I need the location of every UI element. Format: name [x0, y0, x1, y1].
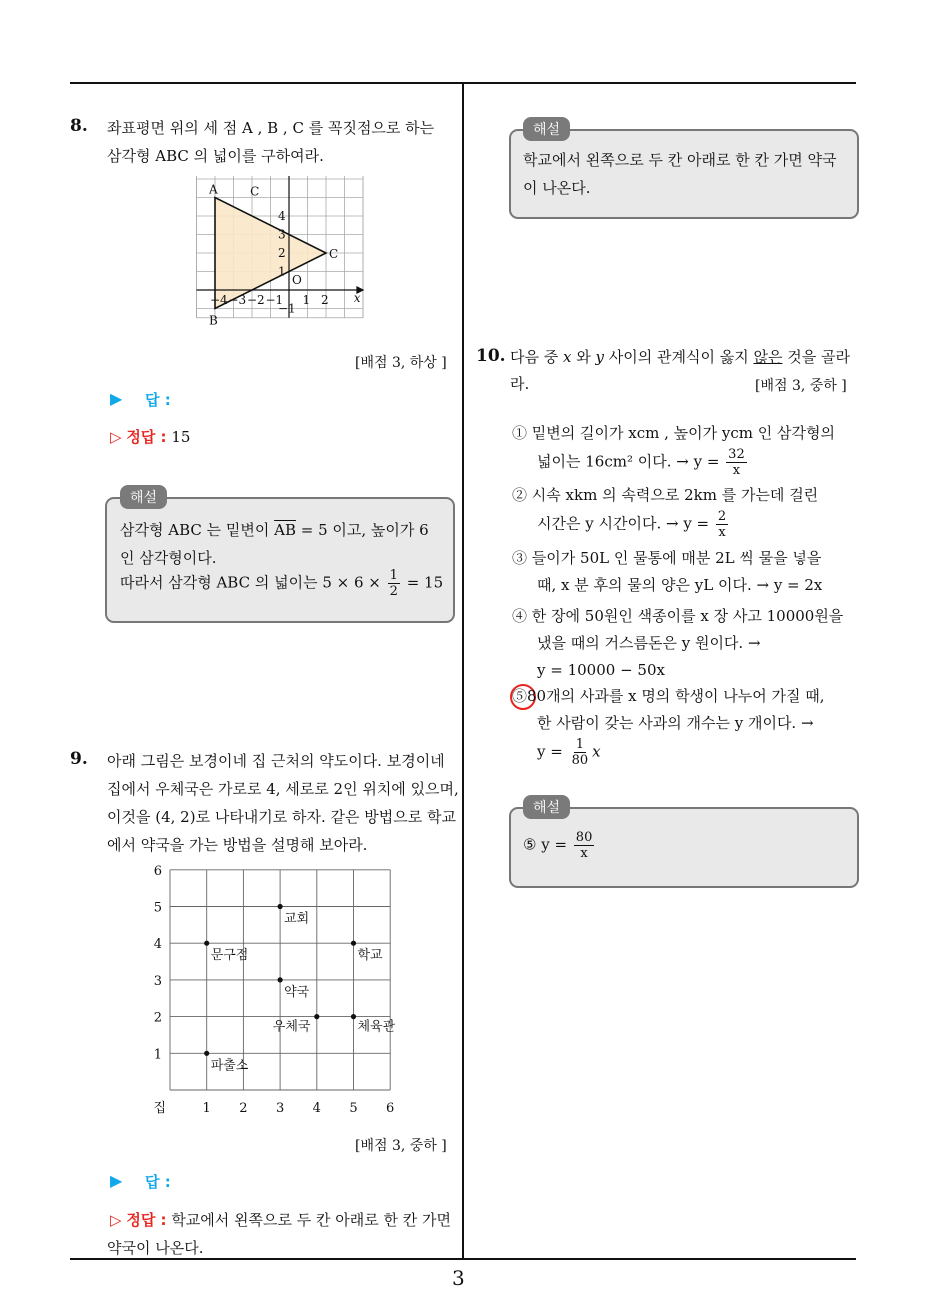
x-tick-label: −2 — [247, 293, 265, 307]
place-dot — [351, 1014, 356, 1019]
q9-map-grid — [150, 860, 410, 1115]
answer-arrow-icon: ▶ — [110, 1171, 123, 1190]
x-tick-label: −3 — [228, 293, 247, 307]
y-tick-label: 5 — [153, 900, 162, 916]
q10-line2: 라. — [510, 375, 530, 393]
place-label: 학교 — [357, 948, 383, 964]
y-tick-label: 1 — [278, 264, 286, 279]
label-c-top: C — [250, 184, 260, 199]
x-tick-label: −4 — [210, 293, 228, 307]
place-label: 약국 — [284, 984, 310, 1000]
q9-answer-label: 답 : — [145, 1173, 171, 1191]
q9-line3: 이것을 (4, 2)로 나타내기로 하자. 같은 방법으로 학교 — [107, 808, 457, 826]
origin-label-home: 집 — [153, 1101, 166, 1115]
q8-answer-label: 답 : — [145, 391, 171, 409]
place-dot — [351, 941, 356, 946]
q9-score: [배점 3, 중하 ] — [355, 1138, 447, 1154]
page-number: 3 — [452, 1266, 465, 1290]
y-tick-label: 2 — [153, 1010, 162, 1026]
x-tick-label: 2 — [321, 293, 329, 307]
y-tick-label: 2 — [278, 246, 286, 260]
y-tick-label: 3 — [153, 973, 162, 989]
x-tick-label: 4 — [312, 1101, 321, 1115]
x-tick-label: 2 — [239, 1101, 248, 1115]
place-label: 교회 — [284, 911, 310, 927]
y-tick-label: 4 — [278, 209, 286, 223]
y-tick-label: 6 — [153, 863, 162, 879]
q9-number: 9. — [70, 749, 88, 769]
q9-explain-line2: 이 나온다. — [523, 179, 591, 197]
q8-correct — [110, 426, 190, 447]
q9-explain-tag: 해설 — [523, 117, 570, 141]
place-dot — [204, 1051, 209, 1056]
q9-line4: 에서 약국을 가는 방법을 설명해 보아라. — [107, 836, 368, 854]
q8-explain-line1: 삼각형 ABC 는 밑변이 $\overline{AB} = 5$ 이고, 높이가 6 — [120, 521, 429, 539]
place-label: 문구점 — [210, 948, 249, 964]
q9-correct-line2: 약국이 나온다. — [107, 1239, 204, 1257]
correct-triangle-icon: ▷ — [110, 1211, 122, 1229]
place-label: 체육관 — [357, 1019, 396, 1035]
answer-arrow-icon: ▶ — [110, 389, 123, 408]
point-label-c: C — [329, 247, 339, 261]
y-tick-label: 4 — [153, 937, 162, 953]
q10-option-3[interactable]: ③ 들이가 50L 인 물통에 매분 2L 씩 물을 넣을 때, x 분 후의 물의 양은 yL 이다. → y = 2x — [512, 549, 823, 594]
x-axis-label: x — [353, 291, 361, 305]
x-tick-label: 1 — [302, 293, 311, 307]
place-dot — [278, 977, 283, 982]
point-label-a: A — [209, 182, 218, 197]
q8-correct-label: 정답 : — [126, 428, 167, 446]
q8-number: 8. — [70, 116, 88, 136]
x-tick-label: 6 — [386, 1101, 395, 1115]
q8-coordinate-graph — [195, 176, 365, 326]
place-label: 우체국 — [272, 1019, 311, 1035]
q9-correct-line1: 학교에서 왼쪽으로 두 칸 아래로 한 칸 가면 — [171, 1211, 452, 1229]
q9-explain-line1: 학교에서 왼쪽으로 두 칸 아래로 한 칸 가면 약국 — [523, 151, 837, 169]
q10-option-2[interactable]: ② 시속 xkm 의 속력으로 2km 를 가는데 걸린 시간은 y 시간이다. → y = $\frac{2}{x}$ — [512, 486, 819, 540]
y-tick-label: −1 — [278, 301, 296, 316]
place-label: 파출소 — [210, 1058, 249, 1074]
q10-score: [배점 3, 중하 ] — [755, 378, 847, 394]
q9-correct — [110, 1206, 451, 1234]
place-dot — [204, 941, 209, 946]
q9-line1: 아래 그림은 보경이네 집 근처의 약도이다. 보경이네 — [107, 752, 445, 770]
q8-explain-line3: 따라서 삼각형 ABC 의 넓이는 5 × 6 × $\frac{1}{2}$ = 15 — [120, 568, 444, 599]
q9-correct-label: 정답 : — [126, 1211, 167, 1229]
place-dot — [278, 904, 283, 909]
place-dot — [314, 1014, 319, 1019]
x-tick-label: 3 — [275, 1101, 285, 1115]
q10-option-1[interactable]: ① 밑변의 길이가 xcm , 높이가 ycm 인 삼각형의 넓이는 16cm² 이다. → y = $\frac{32}{x}$ — [512, 424, 835, 478]
q8-score: [배점 3, 하상 ] — [355, 355, 447, 371]
origin-label: O — [292, 273, 302, 287]
q8-line2: 삼각형 ABC 의 넓이를 구하여라. — [107, 147, 324, 165]
q9-line2: 집에서 우체국은 가로로 4, 세로로 2인 위치에 있으며, — [107, 780, 459, 798]
point-label-b: B — [209, 313, 218, 326]
q10-number: 10. — [476, 346, 506, 366]
y-tick-label: 3 — [278, 227, 286, 242]
correct-triangle-icon: ▷ — [110, 428, 122, 446]
q8-line1: 좌표평면 위의 세 점 A , B , C 를 꼭짓점으로 하는 — [107, 119, 435, 137]
q10-explain-text: ⑤ y = $\frac{80}{x}$ — [523, 830, 593, 861]
q8-explain-tag: 해설 — [120, 485, 167, 509]
q8-correct-value: 15 — [171, 428, 191, 446]
x-tick-label: 1 — [202, 1101, 211, 1115]
y-tick-label: 1 — [153, 1047, 162, 1063]
x-tick-label: −1 — [265, 293, 284, 307]
column-divider — [462, 82, 464, 1260]
q10-option-5[interactable]: ⑤80개의 사과를 x 명의 학생이 나누어 가질 때, 한 사람이 갖는 사과의 개수는 y 개이다. → y = $\frac{1}{80}$ x — [512, 687, 825, 768]
q8-explain-line2: 인 삼각형이다. — [120, 549, 217, 567]
q10-explain-tag: 해설 — [523, 795, 570, 819]
q10-option-4[interactable]: ④ 한 장에 50원인 색종이를 x 장 사고 10000원을 냈을 때의 거스름돈은 y 원이다. → y = 10000 − 50x — [512, 607, 844, 679]
q10-line1: 다음 중 x 와 y 사이의 관계식이 옳지 않은 것을 골라 — [510, 348, 850, 366]
x-tick-label: 5 — [349, 1101, 358, 1115]
